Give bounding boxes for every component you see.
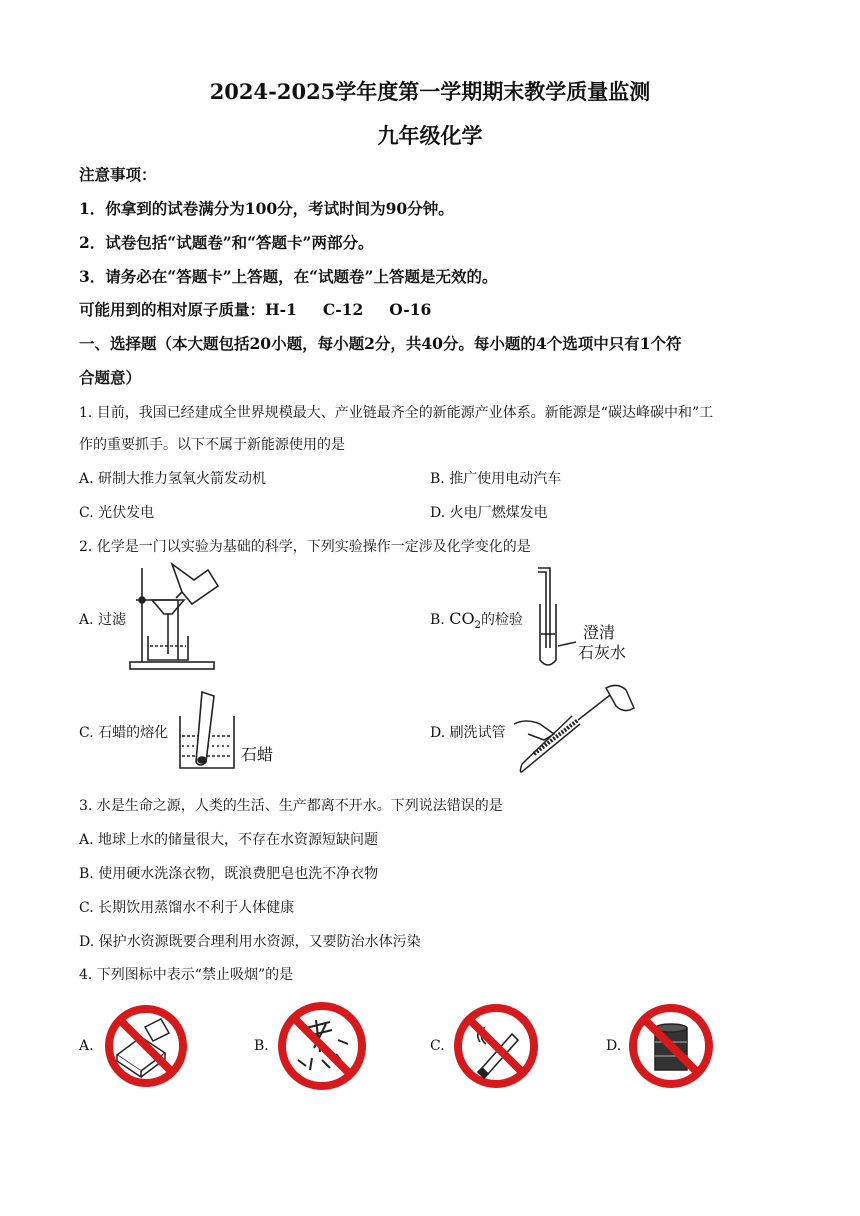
note-item: 1．你拿到的试卷满分为100分，考试时间为90分钟。 <box>79 199 454 218</box>
co2-formula: CO <box>449 609 475 628</box>
page-subtitle: 九年级化学 <box>377 123 483 148</box>
atomic-mass-line <box>79 298 431 320</box>
q2-option-b-suffix: 的检验 <box>480 612 523 628</box>
q2-option-b[interactable] <box>430 609 523 631</box>
question-1-stem: 1. 目前，我国已经建成全世界规模最大、产业链最齐全的新能源产业体系。新能源是“碳达峰碳中和”工 <box>79 405 714 421</box>
note-item: 2．试卷包括“试题卷”和“答题卡”两部分。 <box>79 233 374 252</box>
notes-heading: 注意事项： <box>79 165 157 184</box>
section-heading-cont: 合题意） <box>79 368 142 387</box>
limewater-label-1: 澄清 <box>583 623 616 642</box>
q1-option-b[interactable]: B. 推广使用电动汽车 <box>430 471 562 487</box>
co2-subscript: 2 <box>474 619 481 631</box>
limewater-label-2: 石灰水 <box>578 643 627 662</box>
wax-melting-figure <box>176 690 246 772</box>
no-smoking-sign-icon <box>452 1002 540 1090</box>
q2-option-b-letter: B. <box>430 612 445 628</box>
q2-option-d[interactable]: D. 刷洗试管 <box>430 725 506 741</box>
question-3-stem: 3. 水是生命之源，人类的生活、生产都离不开水。下列说法错误的是 <box>79 798 503 814</box>
atomic-mass-label: 可能用到的相对原子质量： <box>79 300 266 319</box>
no-oil-drum-sign-icon <box>627 1002 715 1090</box>
filtration-figure <box>126 560 226 672</box>
no-open-flame-matches-sign-icon <box>103 1003 189 1089</box>
question-2-stem: 2. 化学是一门以实验为基础的科学，下列实验操作一定涉及化学变化的是 <box>79 539 531 555</box>
q3-option-c[interactable]: C. 长期饮用蒸馏水不利于人体健康 <box>79 900 295 916</box>
atomic-mass-h: H-1 <box>265 300 297 319</box>
page-title: 2024-2025学年度第一学期期末教学质量监测 <box>209 79 651 104</box>
q4-option-c[interactable]: C. <box>430 1038 445 1054</box>
atomic-mass-o: O-16 <box>389 300 432 319</box>
question-4-stem: 4. 下列图标中表示“禁止吸烟”的是 <box>79 967 294 983</box>
q2-option-c[interactable]: C. 石蜡的熔化 <box>79 725 169 741</box>
atomic-mass-c: C-12 <box>322 300 364 319</box>
q4-option-a[interactable]: A. <box>79 1038 94 1054</box>
section-heading: 一、选择题（本大题包括20小题，每小题2分，共40分。每小题的4个选项中只有1个符 <box>79 334 682 353</box>
note-item: 3．请务必在“答题卡”上答题，在“试题卷”上答题是无效的。 <box>79 267 498 286</box>
q4-option-b[interactable]: B. <box>254 1038 269 1054</box>
q4-option-d[interactable]: D. <box>606 1038 622 1054</box>
q2-option-a[interactable]: A. 过滤 <box>79 612 127 628</box>
question-1-stem-cont: 作的重要抓手。以下不属于新能源使用的是 <box>79 437 345 453</box>
q3-option-b[interactable]: B. 使用硬水洗涤衣物，既浪费肥皂也洗不净衣物 <box>79 866 379 882</box>
q3-option-d[interactable]: D. 保护水资源既要合理利用水资源，又要防治水体污染 <box>79 934 421 950</box>
wax-label: 石蜡 <box>241 745 274 764</box>
no-fireworks-sign-icon <box>276 1000 368 1092</box>
q1-option-a[interactable]: A. 研制大推力氢氧火箭发动机 <box>79 471 267 487</box>
q1-option-d[interactable]: D. 火电厂燃煤发电 <box>430 505 548 521</box>
q1-option-c[interactable]: C. 光伏发电 <box>79 505 155 521</box>
q3-option-a[interactable]: A. 地球上水的储量很大，不存在水资源短缺问题 <box>79 832 379 848</box>
test-tube-brush-figure <box>514 684 640 778</box>
